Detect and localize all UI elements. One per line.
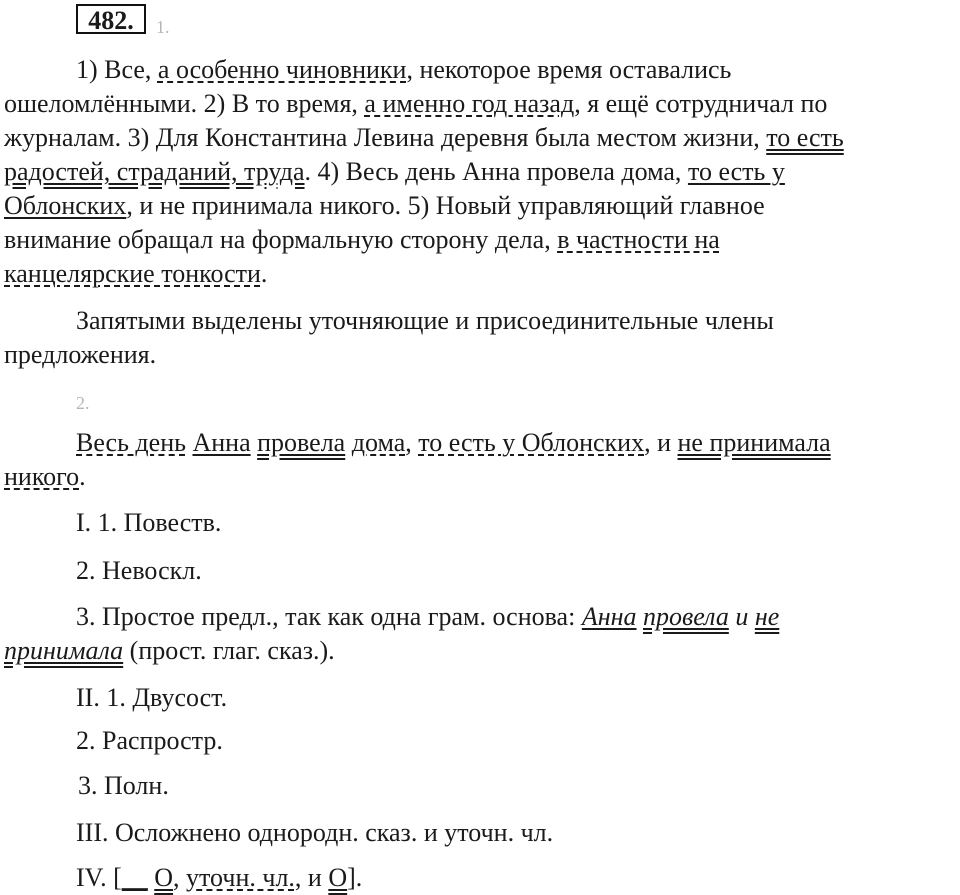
i3-f: не xyxy=(754,602,780,631)
exercise-number: 482. xyxy=(76,4,146,34)
p1-l5-b: , и не принимала никого. 5) Новый управляющий главное xyxy=(126,191,765,220)
iv-e: , xyxy=(173,863,187,892)
s-w4: дома xyxy=(351,428,406,457)
p1-line5 xyxy=(4,191,765,221)
analysis-i3-line2 xyxy=(4,636,335,666)
p1-l4-c: то есть у xyxy=(687,157,785,186)
i3-b: Анна xyxy=(581,602,637,631)
p2-line2: предложения. xyxy=(4,340,157,369)
p1-l2-b: а именно год назад xyxy=(364,89,575,118)
p1-l7-a: канцелярские тонкости xyxy=(4,259,261,288)
p1-line2 xyxy=(4,89,827,119)
s-p2: , xyxy=(644,428,651,457)
analysis-iv xyxy=(76,863,362,893)
iv-h: О xyxy=(328,863,348,892)
analysis-ii2: 2. Распростр. xyxy=(76,726,223,755)
p1-line6 xyxy=(4,225,720,255)
sentence-line1 xyxy=(76,428,831,458)
p1-l2-a: ошеломлёнными. 2) В то время, xyxy=(4,89,365,118)
analysis-ii1: II. 1. Двусост. xyxy=(76,683,228,712)
part1-marker: 1. xyxy=(156,17,170,37)
iv-d: О xyxy=(154,863,174,892)
p1-l3-b: то есть xyxy=(766,123,844,152)
s-w8: никого xyxy=(4,462,80,491)
p1-l2-c: , я ещё сотрудничал по xyxy=(574,89,828,118)
analysis-iii: III. Осложнено однородн. сказ. и уточн. чл. xyxy=(76,818,554,847)
s-w3: провела xyxy=(257,428,346,457)
s-w2: Анна xyxy=(192,428,251,457)
p1-l1-c: , некоторое время оставались xyxy=(406,55,732,84)
s-p1: , xyxy=(405,428,412,457)
analysis-i1: I. 1. Повеств. xyxy=(76,508,222,537)
iv-g: , и xyxy=(294,863,329,892)
iv-i: ]. xyxy=(347,863,363,892)
p2-line1: Запятыми выделены уточняющие и присоединительные члены xyxy=(76,306,774,335)
i3-a: 3. Простое предл., так как одна грам. основа: xyxy=(76,602,582,631)
p1-line3 xyxy=(4,123,844,153)
p1-l6-b: в частности на xyxy=(557,225,720,254)
p1-l7-b: . xyxy=(260,259,268,288)
s-p3: . xyxy=(79,462,86,491)
i3-h: (прост. глаг. сказ.). xyxy=(123,636,335,665)
part2-marker: 2. xyxy=(76,393,90,413)
p1-l1-a: 1) Все, xyxy=(76,55,158,84)
i3-d: провела xyxy=(643,602,729,631)
p1-l1-b: а особенно чиновники xyxy=(157,55,407,84)
analysis-i2: 2. Невоскл. xyxy=(76,556,202,585)
p1-l5-a: Облонских xyxy=(4,191,127,220)
p1-l4-a: радостей, страданий, труда xyxy=(4,157,305,186)
p1-line7 xyxy=(4,259,267,289)
s-w5: то есть у Облонских xyxy=(418,428,645,457)
iv-a: IV. [ xyxy=(76,863,122,892)
s-w6: и xyxy=(657,428,672,457)
s-w7: не принимала xyxy=(677,428,831,457)
p1-line4 xyxy=(4,157,785,187)
iv-f: уточн. чл. xyxy=(186,863,295,892)
p1-l6-a: внимание обращал на формальную сторону дела, xyxy=(4,225,558,254)
s-w1: Весь день xyxy=(76,428,186,457)
p1-l3-a: журналам. 3) Для Константина Левина деревня была местом жизни, xyxy=(4,123,767,152)
p1-l4-b: . 4) Весь день Анна провела дома, xyxy=(304,157,688,186)
sentence-line2 xyxy=(4,462,86,492)
i3-e: и xyxy=(728,602,755,631)
analysis-ii3: 3. Полн. xyxy=(78,771,169,800)
iv-b: __ xyxy=(121,863,148,892)
i3-g: принимала xyxy=(4,636,124,665)
p1-line1 xyxy=(76,55,731,85)
analysis-i3-line1 xyxy=(76,602,779,632)
